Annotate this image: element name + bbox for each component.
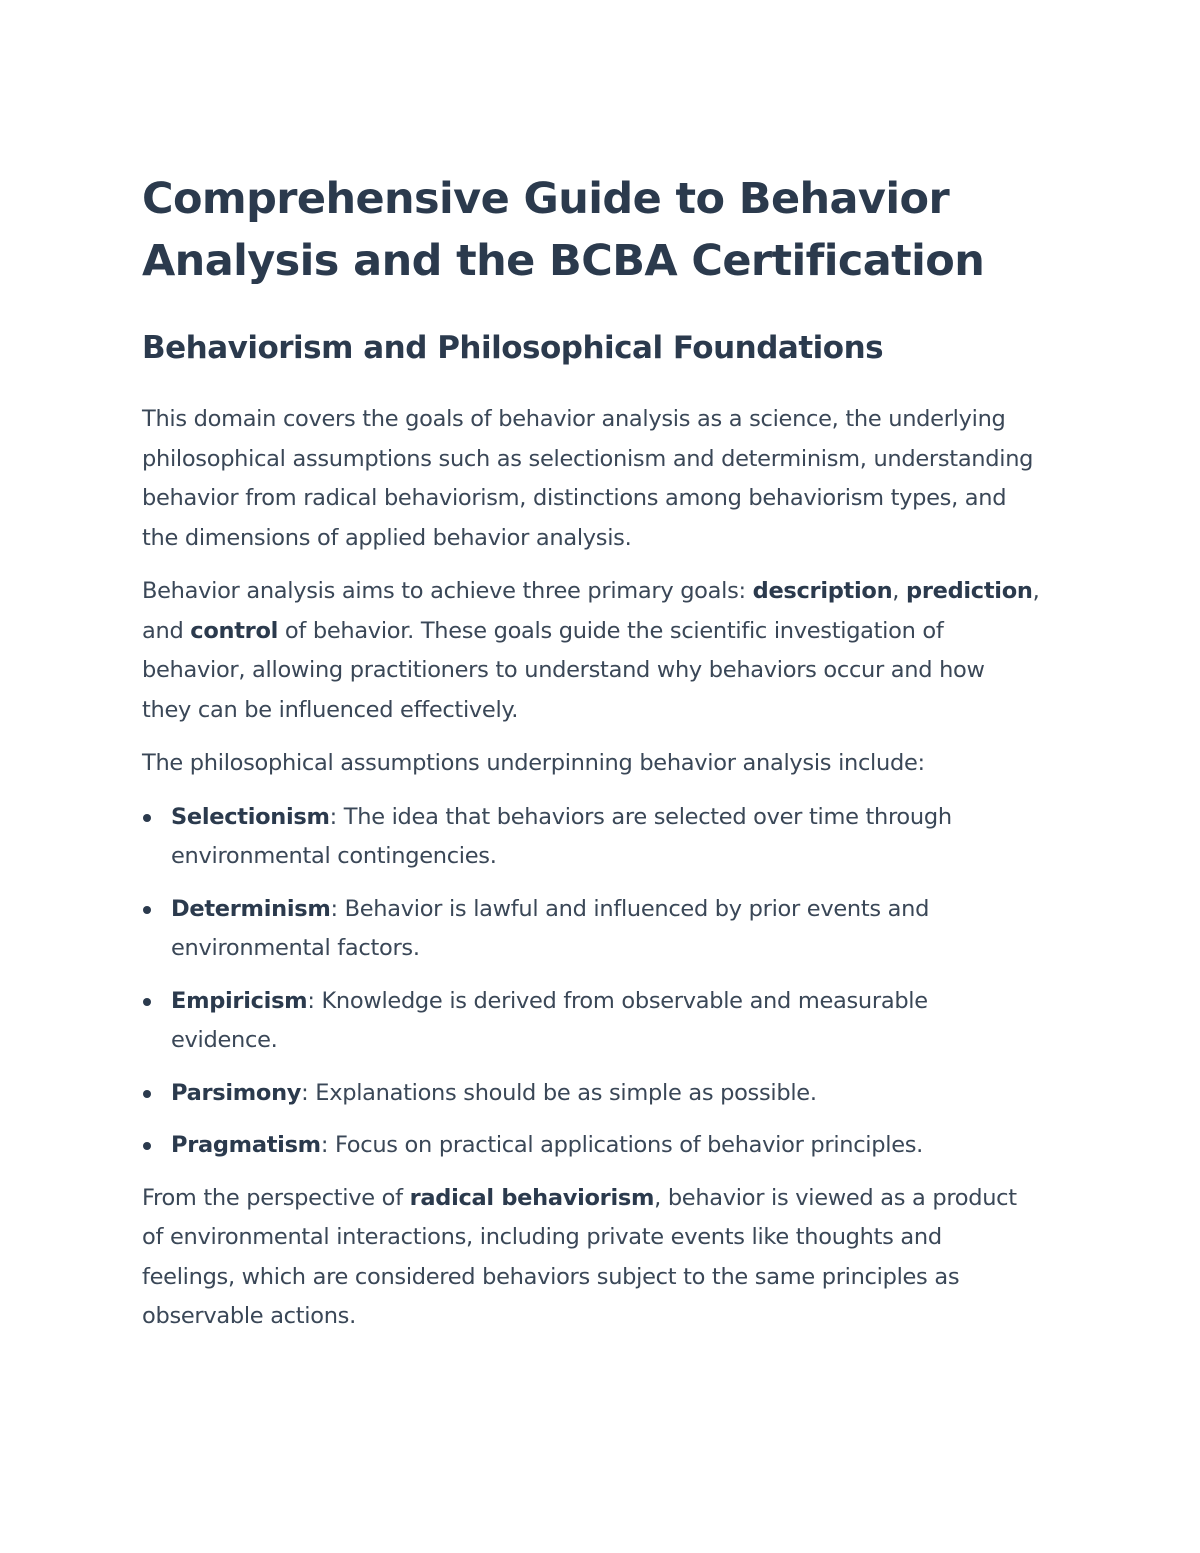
goals-separator-2: , and: [142, 578, 1040, 644]
assumption-term: Empiricism: [171, 987, 308, 1014]
goals-lead: Behavior analysis aims to achieve three primary goals:: [142, 578, 753, 604]
assumptions-intro: The philosophical assumptions underpinning behavior analysis include:: [142, 750, 925, 776]
assumption-text: : Knowledge is derived from observable and measurable evidence.: [171, 987, 928, 1053]
list-item: [142, 982, 1040, 1061]
assumption-term: Pragmatism: [171, 1132, 321, 1158]
section-heading: Behaviorism and Philosophical Foundations: [142, 330, 884, 366]
assumption-term: Selectionism: [171, 803, 330, 830]
radical-lead: From the perspective of: [142, 1184, 410, 1211]
bullet-icon: [143, 814, 151, 822]
list-item: [142, 798, 1040, 877]
bullet-icon: [143, 998, 151, 1006]
goals-paragraph: [142, 572, 1040, 730]
radical-term: radical behaviorism: [409, 1184, 655, 1211]
assumption-term: Determinism: [171, 895, 331, 922]
bullet-icon: [143, 1090, 151, 1098]
assumption-text: : Focus on practical applications of behavior principles.: [320, 1132, 924, 1158]
page-title: [142, 168, 1040, 292]
radical-behaviorism-paragraph: [142, 1179, 1040, 1337]
bullet-icon: [143, 906, 151, 914]
list-item: [142, 1126, 1040, 1166]
goal-prediction: prediction: [906, 578, 1033, 604]
assumption-text: : Explanations should be as simple as possible.: [301, 1079, 817, 1106]
goal-control: control: [190, 617, 279, 644]
assumptions-list: [142, 798, 1040, 1166]
list-item: [142, 890, 1040, 969]
list-item: [142, 1074, 1040, 1114]
page-title-line-1: Comprehensive Guide to Behavior: [142, 174, 950, 224]
page-title-line-2: Analysis and the BCBA Certification: [142, 236, 985, 286]
assumption-term: Parsimony: [171, 1079, 302, 1106]
goal-description: description: [752, 578, 893, 604]
intro-paragraph: This domain covers the goals of behavior analysis as a science, the underlying philosophical assumptions such as selectionism and determinism, understanding behavior from radical behaviorism, distinctions among behaviorism types, and the dimensions of applied behavior analysis.: [142, 406, 1034, 551]
goals-tail: of behavior. These goals guide the scientific investigation of behavior, allowing practitioners to understand why behaviors occur and how they can be influenced effectively.: [142, 617, 985, 723]
bullet-icon: [143, 1142, 151, 1150]
assumption-text: : Behavior is lawful and influenced by prior events and environmental factors.: [171, 895, 930, 961]
assumption-text: : The idea that behaviors are selected over time through environmental contingencies.: [171, 803, 952, 869]
radical-tail: , behavior is viewed as a product of environmental interactions, including private events like thoughts and feelings, which are considered behaviors subject to the same principles as observable actions.: [142, 1184, 1017, 1329]
goals-separator-1: ,: [892, 578, 907, 604]
